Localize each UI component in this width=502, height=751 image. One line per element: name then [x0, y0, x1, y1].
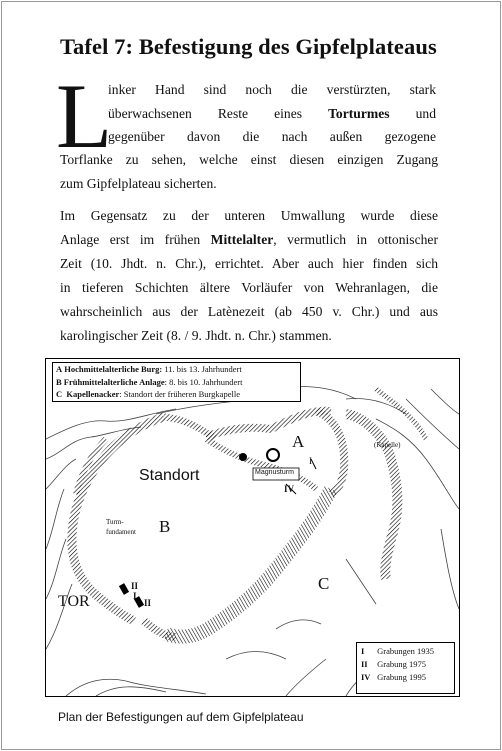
label-b: B — [159, 517, 171, 536]
excavation-text: Grabungen 1935 — [377, 646, 435, 656]
p1-line-2-text: überwachsenen Reste eines — [108, 105, 329, 121]
legend-item — [56, 376, 297, 389]
mittelalter-term: Mittelalter — [210, 232, 274, 247]
legend-desc: : 8. bis 10. Jahrhundert — [164, 376, 243, 387]
excavation-roman: II — [361, 659, 368, 669]
torturm-term: Torturmes — [328, 105, 390, 121]
wall-a-north — [206, 411, 331, 437]
paragraph-1-cont — [60, 148, 438, 195]
drop-cap: L — [56, 65, 113, 167]
p1-line-2-end: und — [389, 105, 436, 121]
standort-dot — [239, 453, 247, 461]
excavation-roman: IV — [361, 672, 371, 682]
legend-name: Hochmittelalterliche Burg: — [64, 364, 163, 374]
legend-desc: 11. bis 13. Jahrhundert — [162, 364, 242, 374]
p2-line-1: Im Gegensatz zu der unteren Umwallung wurde diese — [60, 208, 438, 223]
legend-name: Kapellenacker — [66, 389, 120, 399]
label-grabung-i-b: I — [133, 591, 137, 601]
label-a: A — [292, 432, 305, 451]
p2-line-2-text: Anlage erst im frühen — [60, 232, 211, 247]
p2-line-6: karolingischer Zeit (8. / 9. Jhdt. n. Chr.) stammen. — [60, 328, 332, 343]
label-turmfundament: Turm- fundament — [106, 518, 136, 536]
label-c: C — [318, 574, 330, 593]
label-grabung-iv: IV — [284, 484, 295, 494]
p2-line-5: wahrscheinlich aus der Latènezeit (ab 450 v. Chr.) und aus — [60, 304, 438, 319]
wall-east-slope — [346, 414, 397, 579]
legend-key: B — [56, 376, 62, 387]
p2-line-3: Zeit (10. Jhdt. n. Chr.), errichtet. Aber auch hier finden sich — [60, 256, 438, 271]
legend-key: C — [56, 389, 63, 399]
p2-line-2 — [60, 228, 438, 252]
map-legend — [52, 362, 301, 402]
label-kapelle: (Kapelle) — [374, 441, 401, 449]
p1-line-5: zum Gipfelplateau sicherten. — [60, 175, 217, 191]
wall-a-east — [316, 411, 344, 494]
paragraph-1 — [108, 78, 436, 149]
magnusturm-icon — [267, 449, 279, 461]
fortification-plan — [45, 358, 460, 697]
legend-key: A — [56, 364, 63, 374]
excavation-item — [361, 671, 450, 684]
p1-line-1: inker Hand sind noch die verstürzten, stark — [108, 82, 436, 97]
excavation-legend — [356, 642, 455, 694]
excavation-roman: I — [361, 646, 365, 656]
paragraph-2 — [60, 204, 438, 348]
label-magnusturm: Magnusturm — [255, 469, 294, 476]
map-caption: Plan der Befestigungen auf dem Gipfelplateau — [58, 710, 304, 724]
wall-diagonal — [166, 489, 331, 637]
p1-line-3: gegenüber davon die nach außen gezogene — [108, 129, 436, 144]
label-tor: TOR — [58, 593, 90, 610]
p1-line-4: Torflanke zu sehen, welche einst diesen einzigen Zugang — [60, 152, 438, 167]
label-grabung-i: I — [309, 456, 312, 466]
legend-name: Frühmittelalterliche Anlage — [63, 376, 165, 387]
label-grabung-ii-a: II — [131, 581, 139, 591]
label-grabung-ii-b: II — [144, 598, 152, 608]
p2-line-4: in tieferen Schichten ältere Vorläufer von Wehranlagen, die — [60, 280, 438, 295]
legend-item — [56, 363, 297, 376]
gate-tower-ii — [119, 583, 129, 595]
label-standort: Standort — [139, 467, 200, 484]
excavation-text: Grabung 1975 — [377, 659, 426, 669]
legend-desc: : Standort der früheren Burgkapelle — [119, 389, 240, 399]
p1-line-2 — [108, 102, 436, 126]
legend-item — [56, 388, 297, 401]
excavation-text: Grabung 1995 — [377, 672, 426, 682]
excavation-item — [361, 658, 450, 671]
p2-line-2-end: , vermutlich in ottonischer — [273, 232, 438, 247]
page-title: Tafel 7: Befestigung des Gipfelplateaus — [60, 34, 437, 59]
excavation-item — [361, 645, 450, 658]
